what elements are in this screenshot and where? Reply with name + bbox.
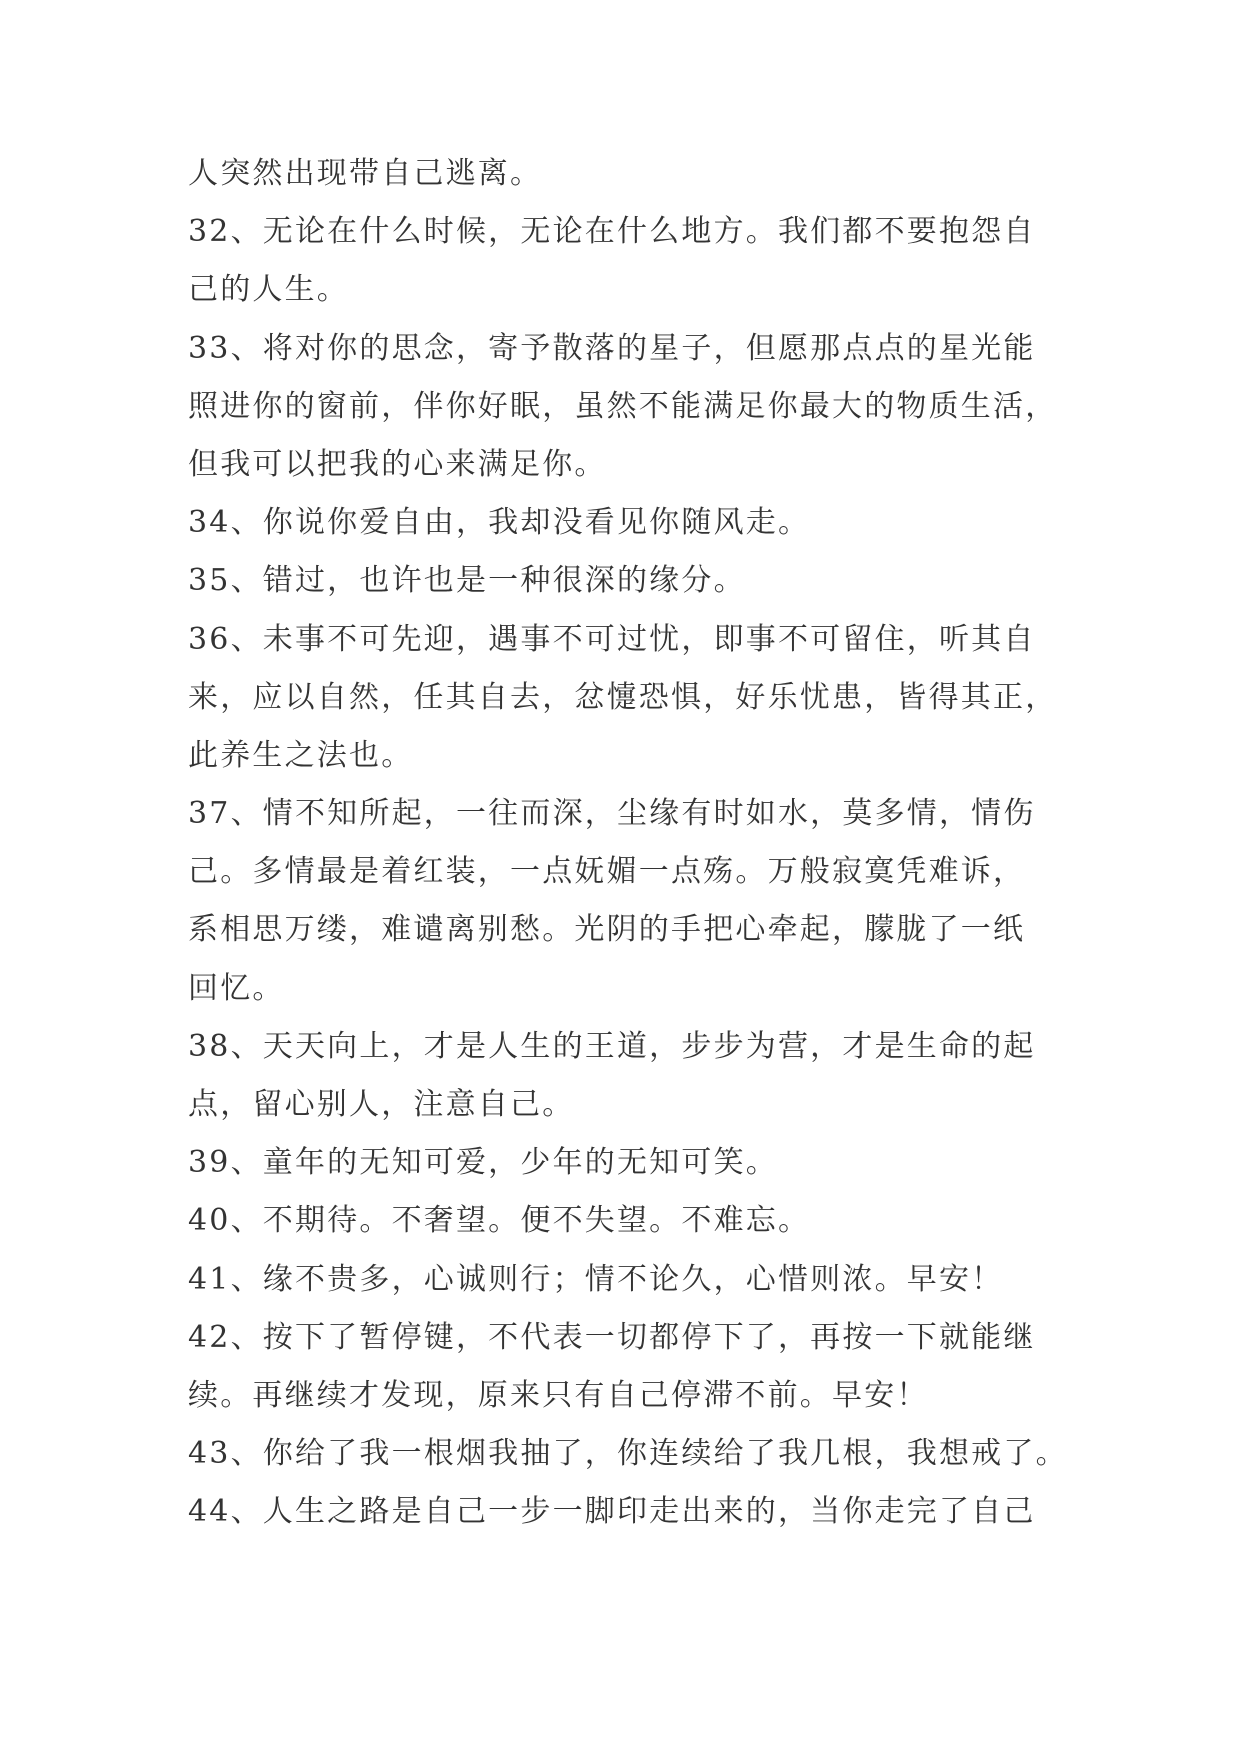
text-line: 点，留心别人，注意自己。 [188, 1087, 575, 1122]
text-line: 此养生之法也。 [188, 737, 414, 773]
text-line: 41、缘不贵多，心诚则行；情不论久，心惜则浓。早安！ [188, 1261, 1004, 1297]
text-line: 己。多情最是着红装，一点妩媚一点殇。万般寂寞凭难诉， [188, 854, 1026, 890]
text-line: 39、童年的无知可爱，少年的无知可笑。 [188, 1145, 778, 1181]
text-line: 32、无论在什么时候，无论在什么地方。我们都不要抱怨自 [188, 214, 1036, 250]
text-line: 44、人生之路是自己一步一脚印走出来的，当你走完了自己 [188, 1494, 1036, 1530]
text-line: 40、不期待。不奢望。便不失望。不难忘。 [188, 1203, 811, 1239]
text-line: 回忆。 [188, 970, 285, 1006]
text-line: 34、你说你爱自由，我却没看见你随风走。 [188, 505, 811, 541]
text-line: 36、未事不可先迎，遇事不可过忧，即事不可留住，听其自 [188, 621, 1036, 657]
text-line: 37、情不知所起，一往而深，尘缘有时如水，莫多情，情伤 [188, 796, 1036, 832]
text-line: 系相思万缕，难谴离别愁。光阴的手把心牵起，朦胧了一纸 [188, 912, 1026, 948]
text-line: 33、将对你的思念，寄予散落的星子，但愿那点点的星光能 [188, 330, 1036, 366]
text-line: 己的人生。 [188, 272, 349, 308]
text-line: 38、天天向上，才是人生的王道，步步为营，才是生命的起 [188, 1028, 1036, 1064]
text-line: 42、按下了暂停键，不代表一切都停下了，再按一下就能继 [188, 1319, 1036, 1355]
text-line: 但我可以把我的心来满足你。 [188, 446, 607, 482]
text-line: 43、你给了我一根烟我抽了，你连续给了我几根，我想戒了。 [188, 1436, 1068, 1472]
text-line: 35、错过，也许也是一种很深的缘分。 [188, 563, 746, 599]
text-line: 照进你的窗前，伴你好眠，虽然不能满足你最大的物质生活， [188, 388, 1058, 424]
text-line: 续。再继续才发现，原来只有自己停滞不前。早安！ [188, 1377, 929, 1413]
document-body [188, 157, 1068, 1554]
text-line: 人突然出现带自己逃离。 [188, 156, 543, 191]
text-line: 来，应以自然，任其自去，忿懥恐惧，好乐忧患，皆得其正， [188, 679, 1058, 715]
